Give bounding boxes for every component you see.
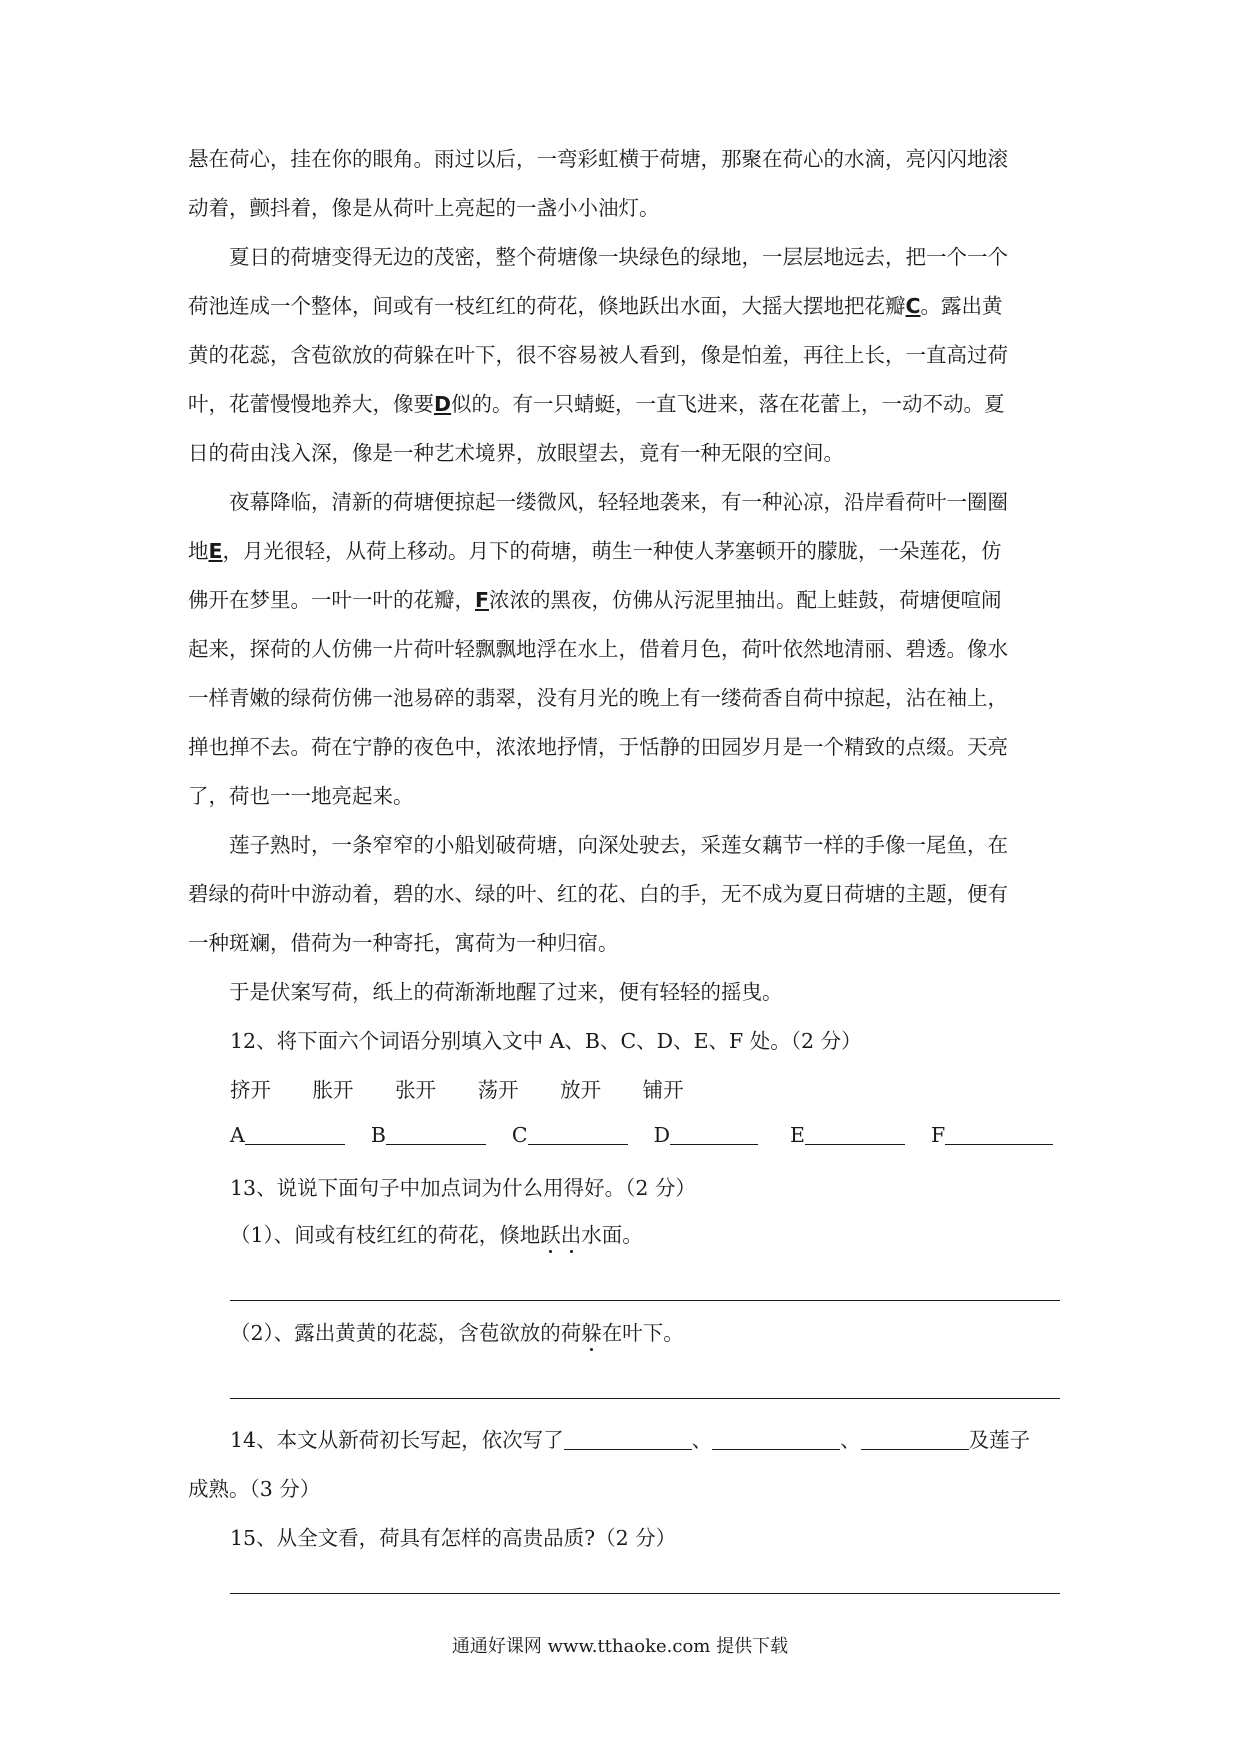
question-text: 14、本文从新荷初长写起，依次写了: [230, 1428, 564, 1452]
passage-line-15: 莲子熟时，一条窄窄的小船划破荷塘，向深处驶去，采莲女藕节一样的手像一尾鱼，在: [188, 833, 1008, 857]
passage-text: 地: [188, 539, 209, 563]
passage-line-12: 一样青嫩的绿荷仿佛一池易碎的翡翠，没有月光的晚上有一缕荷香自荷中掠起，沾在袖上，: [188, 686, 1008, 710]
passage-text: 浓浓的黑夜，仿佛从污泥里抽出。配上蛙鼓，荷塘便喧闹: [489, 588, 1002, 612]
passage-line-17: 一种斑斓，借荷为一种寄托，寓荷为一种归宿。: [188, 931, 619, 955]
sentence-text: （2）、露出黄黄的花蕊，含苞欲放的荷: [230, 1321, 582, 1345]
answer-blank-c[interactable]: [528, 1122, 628, 1145]
word-option: 铺开: [642, 1078, 684, 1102]
blank-marker-e: E: [208, 539, 223, 563]
question-15-prompt: 15、从全文看，荷具有怎样的高贵品质?（2 分）: [230, 1526, 677, 1550]
answer-blank-14-1[interactable]: [564, 1427, 692, 1450]
dotted-word: 躲: [581, 1321, 602, 1345]
passage-line-8: 夜幕降临，清新的荷塘便掠起一缕微风，轻轻地袭来，有一种沁凉，沿岸看荷叶一圈圈: [188, 490, 1008, 514]
passage-line-6: [188, 387, 1005, 417]
sentence-text: 在叶下。: [601, 1321, 684, 1345]
dotted-word: 出: [560, 1223, 582, 1247]
answer-blank-f[interactable]: [945, 1122, 1053, 1145]
sentence-text: 水面。: [581, 1223, 643, 1247]
passage-line-9: [188, 534, 1002, 564]
answer-line-13-1[interactable]: [230, 1300, 1060, 1301]
question-13-prompt: 13、说说下面句子中加点词为什么用得好。（2 分）: [230, 1176, 696, 1200]
passage-line-11: 起来，探荷的人仿佛一片荷叶轻飘飘地浮在水上，借着月色，荷叶依然地清丽、碧透。像水: [188, 637, 1008, 661]
passage-line-13: 掸也掸不去。荷在宁静的夜色中，浓浓地抒情，于恬静的田园岁月是一个精致的点缀。天亮: [188, 735, 1008, 759]
blank-marker-f: F: [475, 588, 490, 612]
answer-blank-b[interactable]: [386, 1122, 486, 1145]
passage-line-1: 悬在荷心，挂在你的眼角。雨过以后，一弯彩虹横于荷塘，那聚在荷心的水滴，亮闪闪地滚: [188, 147, 1008, 171]
answer-blank-14-3[interactable]: [861, 1427, 969, 1450]
word-option: 张开: [395, 1078, 437, 1102]
blank-label-f: F: [930, 1123, 946, 1147]
blank-label-a: A: [230, 1123, 245, 1147]
dotted-word: 跃: [540, 1223, 561, 1247]
blank-marker-c: C: [905, 294, 921, 318]
passage-line-16: 碧绿的荷叶中游动着，碧的水、绿的叶、红的花、白的手，无不成为夏日荷塘的主题，便有: [188, 882, 1008, 906]
word-option: 挤开: [230, 1078, 271, 1102]
passage-line-2: 动着，颤抖着，像是从荷叶上亮起的一盏小小油灯。: [188, 196, 660, 220]
passage-line-4: [188, 289, 1003, 319]
separator: 、: [840, 1428, 861, 1452]
question-14-line-2: 成熟。（3 分）: [188, 1477, 321, 1501]
question-13-sentence-1: [230, 1218, 643, 1248]
word-bank: [230, 1073, 719, 1103]
blank-marker-d: D: [434, 392, 452, 416]
passage-text: 荷池连成一个整体，间或有一枝红红的荷花，倏地跃出水面，大摇大摆地把花瓣: [188, 294, 906, 318]
word-option: 荡开: [477, 1078, 519, 1102]
passage-text: 似的。有一只蜻蜓，一直飞进来，落在花蕾上，一动不动。夏: [451, 392, 1005, 416]
passage-text: ，月光很轻，从荷上移动。月下的荷塘，萌生一种使人茅塞顿开的朦胧，一朵莲花，仿: [222, 539, 1002, 563]
blank-label-c: C: [511, 1123, 528, 1147]
answer-line-15[interactable]: [230, 1593, 1060, 1594]
blank-label-e: E: [790, 1123, 805, 1147]
answer-blank-14-2[interactable]: [712, 1427, 840, 1450]
sentence-text: （1）、间或有枝红红的荷花，倏地: [230, 1223, 541, 1247]
passage-text: 叶，花蕾慢慢地养大，像要: [188, 392, 434, 416]
question-12-prompt: 12、将下面六个词语分别填入文中 A、B、C、D、E、F 处。（2 分）: [230, 1029, 862, 1053]
passage-text: 佛开在梦里。一叶一叶的花瓣，: [188, 588, 475, 612]
page-footer: 通通好课网 www.tthaoke.com 提供下载: [451, 1636, 789, 1657]
blank-label-b: B: [370, 1123, 386, 1147]
separator: 、: [691, 1428, 713, 1452]
passage-line-18: 于是伏案写荷，纸上的荷渐渐地醒了过来，便有轻轻的摇曳。: [188, 980, 783, 1004]
answer-blank-a[interactable]: [245, 1122, 345, 1145]
blank-label-d: D: [653, 1123, 671, 1147]
passage-line-3: 夏日的荷塘变得无边的茂密，整个荷塘像一块绿色的绿地，一层层地远去，把一个一个: [188, 245, 1008, 269]
answer-blanks-row: [230, 1122, 1053, 1147]
passage-line-5: 黄的花蕊，含苞欲放的荷躲在叶下，很不容易被人看到，像是怕羞，再往上长，一直高过荷: [188, 343, 1008, 367]
answer-blank-d[interactable]: [670, 1122, 758, 1145]
passage-line-14: 了，荷也一一地亮起来。: [188, 784, 414, 808]
passage-line-7: 日的荷由浅入深，像是一种艺术境界，放眼望去，竟有一种无限的空间。: [188, 441, 844, 465]
word-option: 放开: [560, 1078, 602, 1102]
passage-text: 。露出黄: [920, 294, 1003, 318]
answer-blank-e[interactable]: [805, 1122, 905, 1145]
passage-line-10: [188, 583, 1002, 613]
question-14-line-1: [230, 1423, 1030, 1453]
answer-line-13-2[interactable]: [230, 1398, 1060, 1399]
word-option: 胀开: [312, 1078, 354, 1102]
question-13-sentence-2: [230, 1316, 684, 1346]
question-text: 及莲子: [968, 1428, 1031, 1452]
